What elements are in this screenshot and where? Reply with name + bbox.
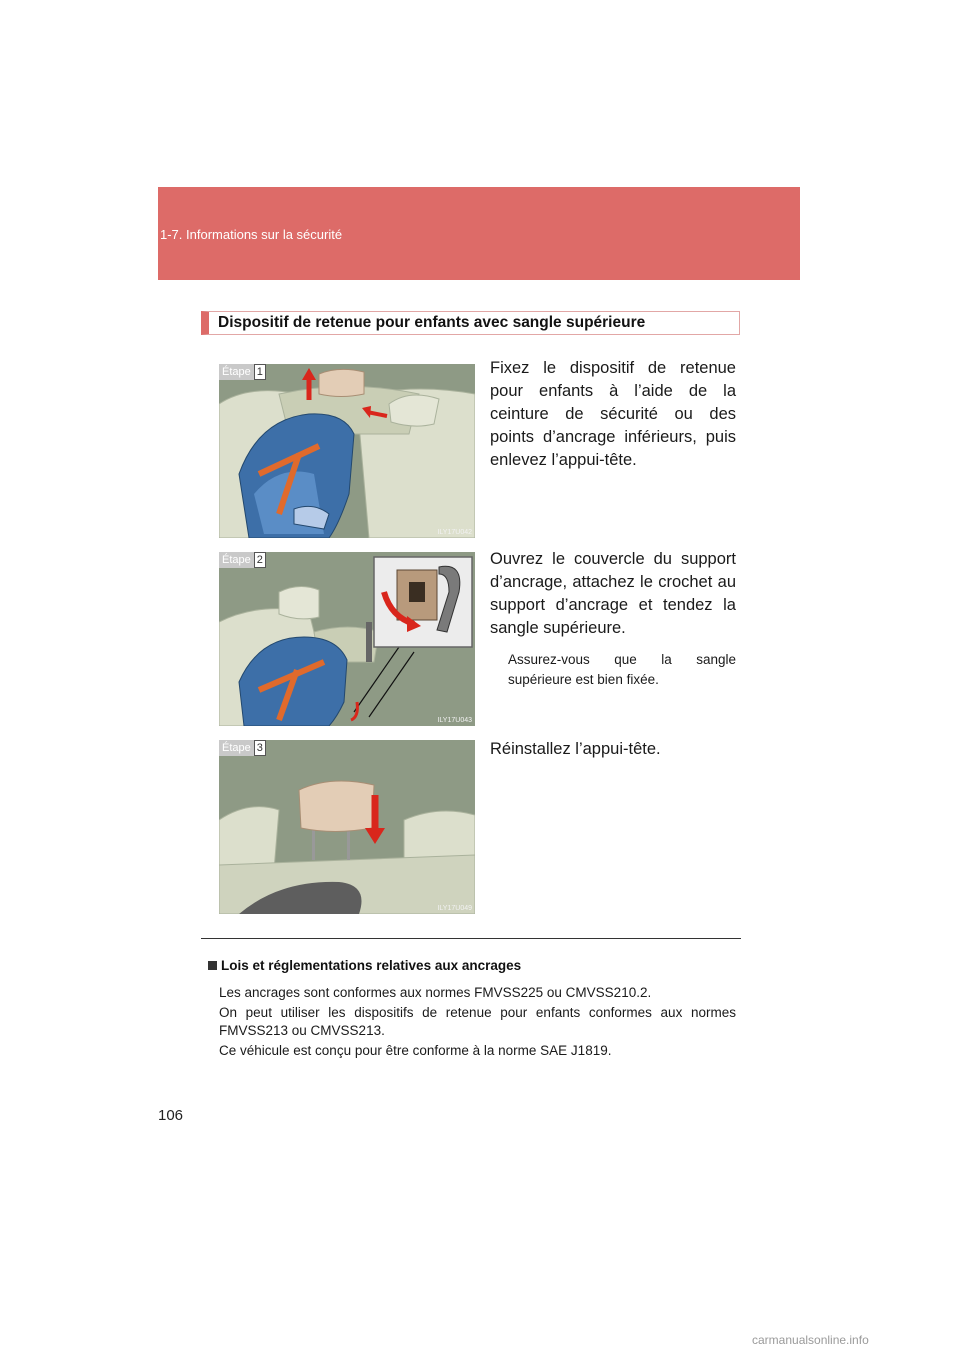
info-line-1: Les ancrages sont conformes aux normes FMVSS225 ou CMVSS210.2.: [219, 985, 652, 1000]
section-title: 1-7. Informations sur la sécurité: [160, 227, 343, 242]
anchor-hook-drawing: [219, 552, 475, 726]
step-2-figure-code: ILY17U043: [437, 717, 472, 724]
step-3-figure-code: ILY17U049: [437, 905, 472, 912]
section-heading: [201, 311, 740, 335]
step-2-illustration: [219, 552, 475, 726]
step-1-label: Étape: [219, 364, 254, 380]
section-divider: [201, 938, 741, 939]
step-1-badge: [219, 364, 266, 380]
step-1-text: Fixez le dispositif de retenue pour enfants à l’aide de la ceinture de sécurité ou des points d’ancrage inférieurs, puis enlevez l’appui-tête.: [490, 359, 736, 469]
header-band: [158, 187, 800, 280]
step-3-text: Réinstallez l’appui-tête.: [490, 740, 661, 758]
page-number: 106: [158, 1107, 184, 1124]
step-2-text: Ouvrez le couvercle du support d’ancrage, attachez le crochet au support d’ancrage et tendez la sangle supérieure.: [490, 550, 736, 637]
headrest-reinstall-drawing: [219, 740, 475, 914]
step-2-label: Étape: [219, 552, 254, 568]
square-bullet-icon: [208, 961, 217, 970]
step-2-badge: [219, 552, 266, 568]
step-3-badge: [219, 740, 266, 756]
step-2-number: 2: [254, 552, 266, 568]
watermark: carmanualsonline.info: [752, 1333, 869, 1347]
section-heading-text: Dispositif de retenue pour enfants avec sangle supérieure: [218, 314, 646, 331]
step-3-number: 3: [254, 740, 266, 756]
info-line-3: Ce véhicule est conçu pour être conforme à la norme SAE J1819.: [219, 1043, 612, 1058]
info-title-text: Lois et réglementations relatives aux ancrages: [221, 958, 522, 973]
step-2-note: Assurez-vous que la sangle supérieure est bien fixée.: [508, 652, 736, 687]
step-3-illustration: [219, 740, 475, 914]
info-title: [208, 958, 521, 973]
step-1-illustration: [219, 364, 475, 538]
seat-headrest-removal-drawing: [219, 364, 475, 538]
info-line-2: On peut utiliser les dispositifs de retenue pour enfants conformes aux normes FMVSS213 ou CMVSS213.: [219, 1005, 736, 1038]
step-3-label: Étape: [219, 740, 254, 756]
step-1-figure-code: ILY17U042: [437, 529, 472, 536]
step-1-number: 1: [254, 364, 266, 380]
